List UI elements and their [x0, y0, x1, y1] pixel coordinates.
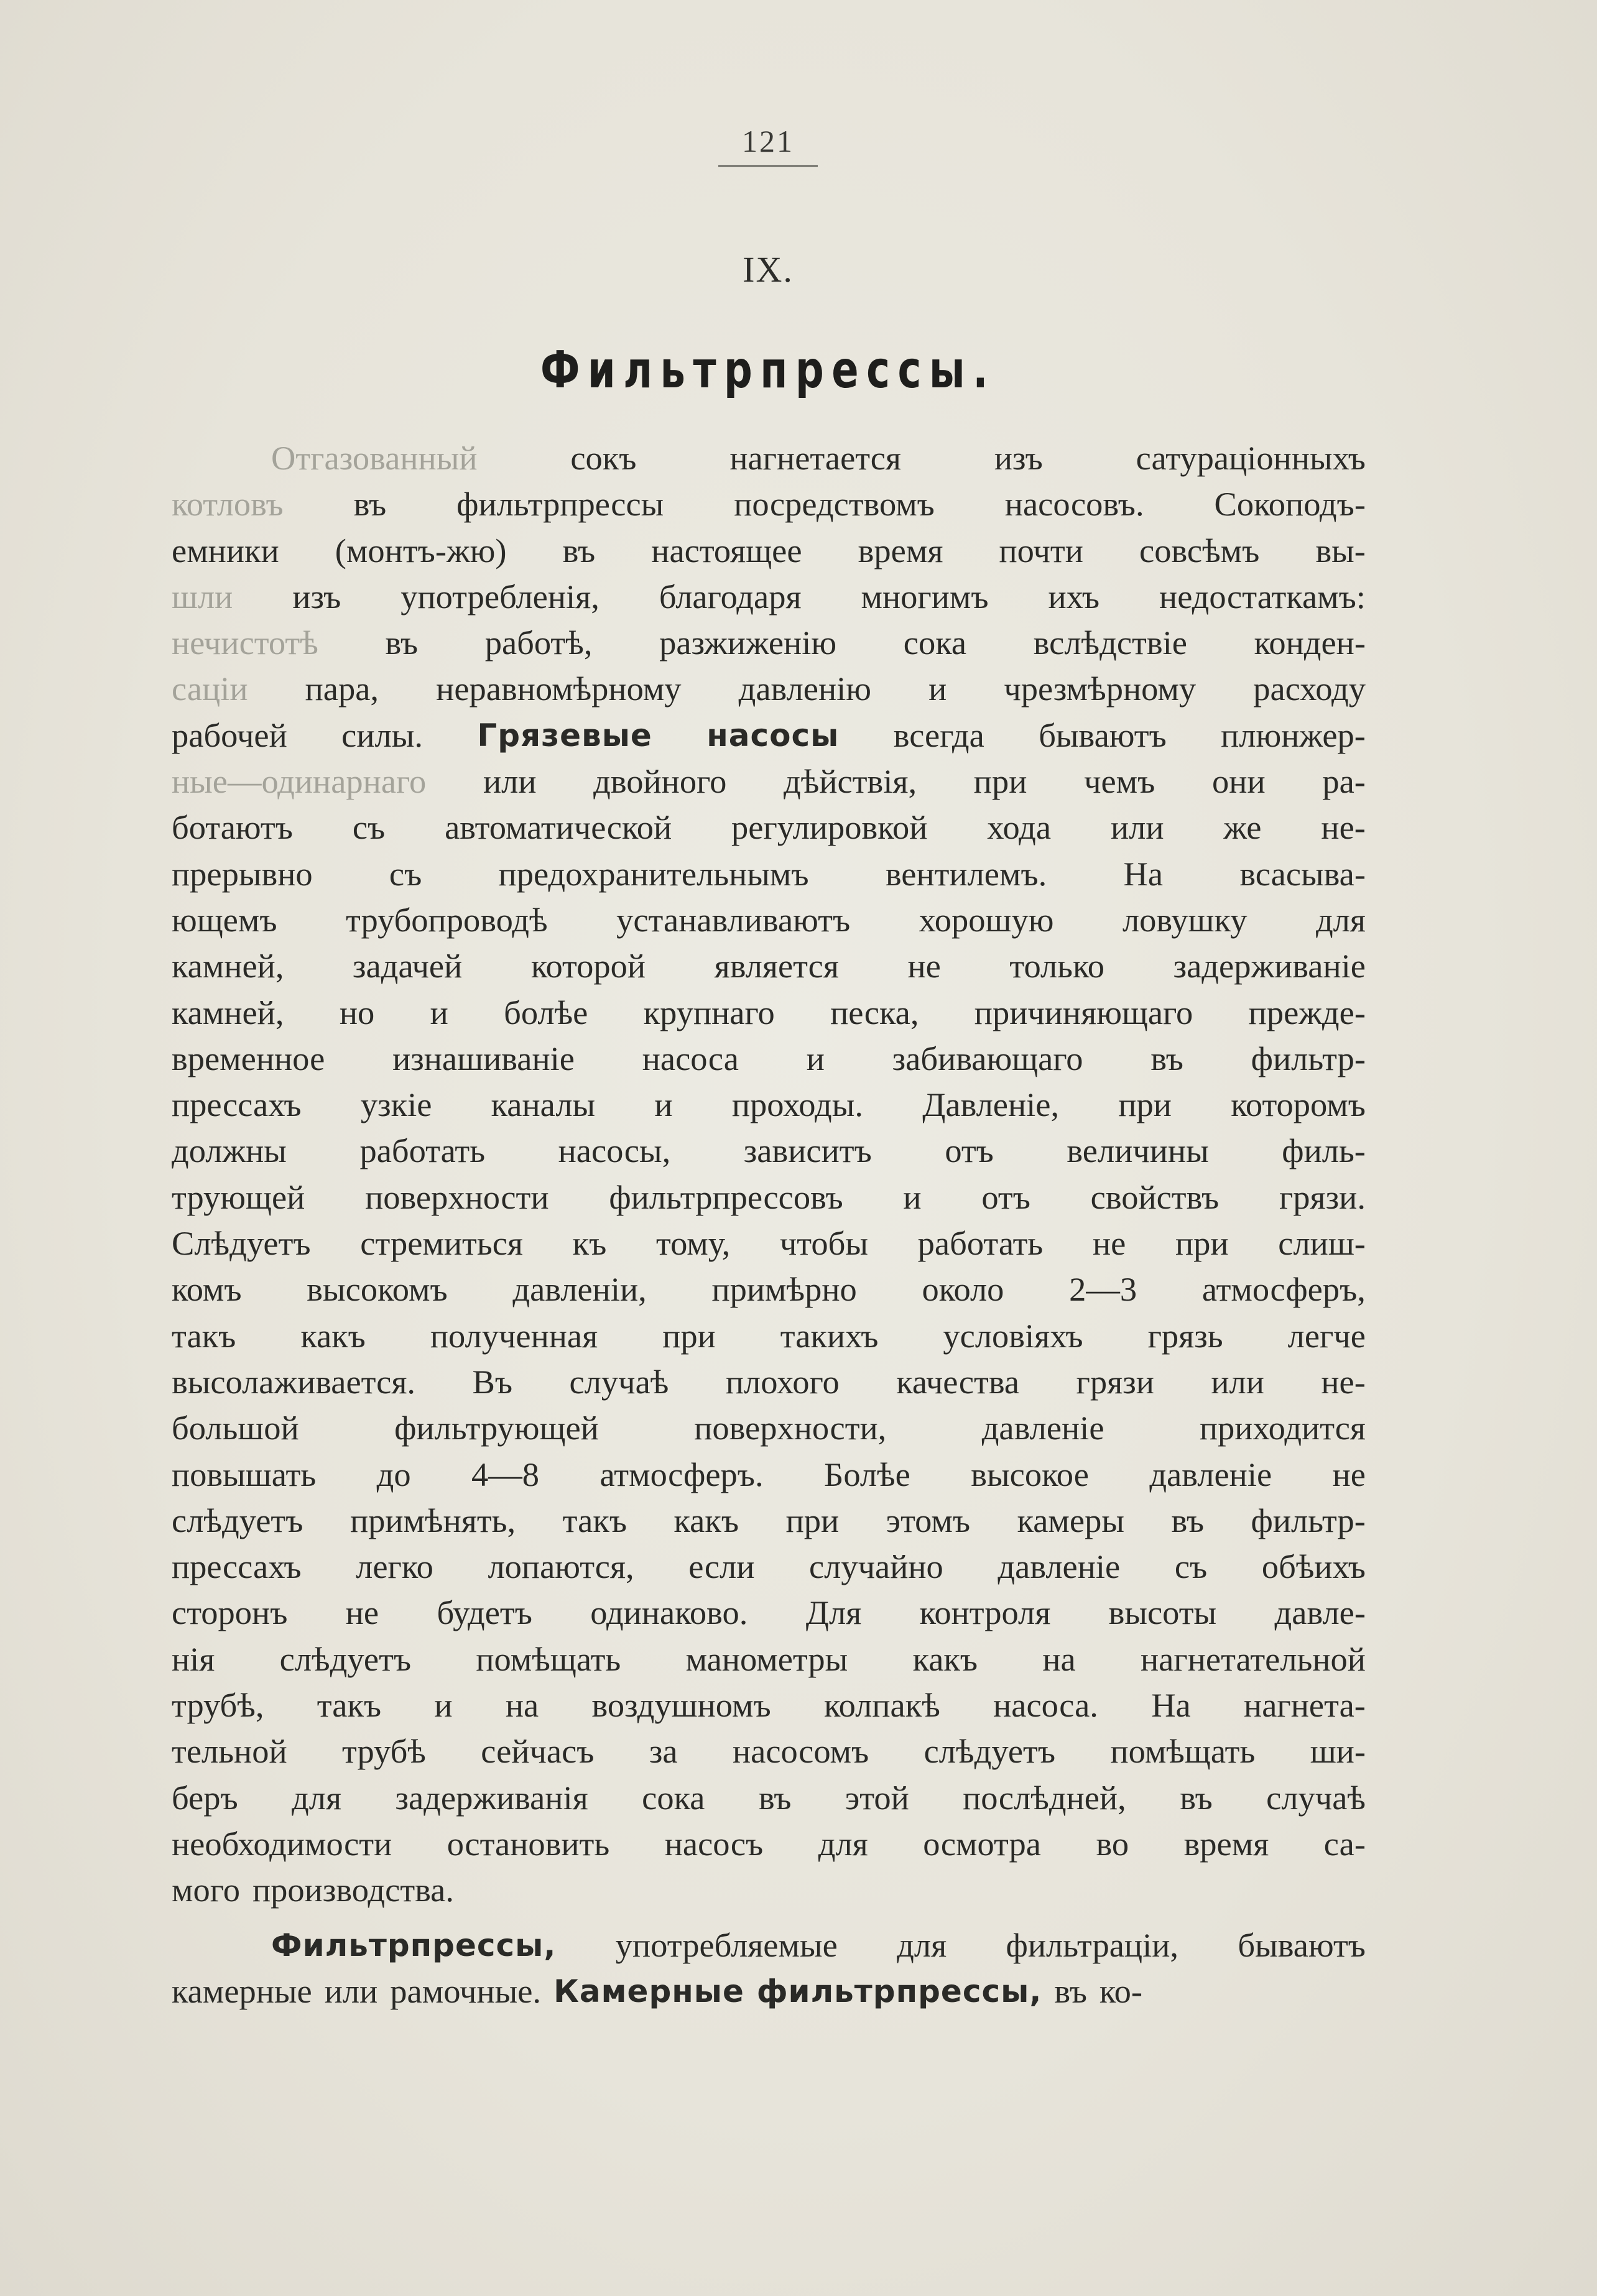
text-line [172, 1821, 1366, 1867]
word: къ [572, 1224, 607, 1263]
word: высокомъ [307, 1270, 448, 1309]
page-number: 121 [742, 124, 794, 159]
word: давле- [1274, 1593, 1366, 1632]
body-text [172, 435, 1366, 2014]
text-line [172, 1968, 1366, 2014]
word: На [1151, 1686, 1191, 1725]
word: насоса. [993, 1686, 1098, 1725]
word: время [858, 531, 943, 569]
word: которомъ [1231, 1086, 1366, 1124]
word: будетъ [437, 1593, 532, 1632]
word: 2—3 [1069, 1270, 1137, 1309]
word: воздушномъ [591, 1686, 771, 1725]
word: пара, [305, 670, 379, 708]
word: въ [1054, 1971, 1087, 2010]
word: забивающаго [892, 1039, 1083, 1077]
word: бываютъ [1039, 716, 1167, 754]
word: и [434, 1686, 453, 1725]
word: тельной [172, 1732, 287, 1771]
word: Давленіе, [922, 1086, 1060, 1124]
word: сатураціонныхъ [1136, 439, 1366, 477]
word: конден- [1254, 624, 1366, 662]
word: бываютъ [1238, 1925, 1366, 1964]
word: въ [1150, 1039, 1183, 1077]
word: и [654, 1086, 673, 1124]
word: регулировкой [731, 808, 928, 847]
word: причиняющаго [974, 993, 1193, 1031]
word: этой [845, 1778, 909, 1817]
text-line [172, 1220, 1366, 1266]
word: для [292, 1778, 342, 1817]
word: прерывно [172, 854, 313, 893]
word: песка, [830, 993, 919, 1031]
word: совсѣмъ [1139, 531, 1260, 569]
word: прежде- [1248, 993, 1366, 1031]
word: работать [359, 1132, 486, 1170]
word: Слѣдуетъ [172, 1224, 311, 1263]
bold-term: Фильтрпрессы, [271, 1927, 557, 1963]
word: осмотра [923, 1824, 1041, 1863]
word: но [339, 993, 375, 1031]
word: помѣщать [1110, 1732, 1256, 1771]
word: отъ [981, 1178, 1030, 1216]
text-line [172, 1082, 1366, 1128]
word: Сокоподъ- [1214, 485, 1366, 523]
bold-term: Камерные [553, 1973, 744, 2009]
word: расходу [1253, 670, 1366, 708]
word: слиш- [1278, 1224, 1366, 1263]
word: фильтрпрессы [456, 485, 664, 523]
word: всасыва- [1239, 854, 1366, 893]
text-line [172, 1636, 1366, 1682]
word: нечистотѣ [172, 624, 318, 662]
word: узкіе [360, 1086, 432, 1124]
text-line [172, 574, 1366, 620]
word: послѣдней, [963, 1778, 1126, 1817]
word: прессахъ [172, 1086, 302, 1124]
word-gap [312, 1968, 325, 2014]
text-line [172, 1498, 1366, 1544]
word: примѣрно [711, 1270, 857, 1309]
word: крупнаго [643, 993, 775, 1031]
text-line [172, 758, 1366, 805]
text-line [172, 1590, 1366, 1636]
word: употребляемые [615, 1925, 838, 1964]
word: фильтр- [1251, 1501, 1366, 1539]
word: всегда [893, 716, 984, 754]
word: за [649, 1732, 678, 1771]
word: такъ [317, 1686, 382, 1725]
text-line [172, 1728, 1366, 1774]
word: въ [562, 531, 596, 569]
word: болѣе [504, 993, 588, 1031]
word: помѣщать [476, 1639, 621, 1678]
word: изнашиваніе [392, 1039, 575, 1077]
word: же [1223, 808, 1262, 847]
word: повышать [172, 1455, 317, 1493]
word: почти [999, 531, 1083, 569]
word: легко [356, 1547, 433, 1586]
text-line [172, 1313, 1366, 1359]
word: не [345, 1593, 379, 1632]
word: проходы. [731, 1086, 863, 1124]
word: фильтраціи, [1006, 1925, 1179, 1964]
word: рабочей [172, 716, 287, 754]
word: свойствъ [1090, 1178, 1220, 1216]
word: разжиженію [659, 624, 837, 662]
word: и [928, 670, 947, 708]
word: при [973, 762, 1027, 801]
text-line [172, 1359, 1366, 1405]
word: величины [1067, 1132, 1209, 1170]
word: трубѣ [342, 1732, 426, 1771]
word: въ [1171, 1501, 1205, 1539]
word: сока [642, 1778, 705, 1817]
word: задерживаніе [1173, 947, 1366, 985]
word: атмосферъ, [1201, 1270, 1366, 1309]
word: высоты [1108, 1593, 1217, 1632]
word: не [1092, 1224, 1126, 1263]
word: работать [917, 1224, 1044, 1263]
word: ловушку [1122, 900, 1248, 939]
text-line [172, 1405, 1366, 1451]
word: производства. [252, 1871, 454, 1909]
text-line [172, 1682, 1366, 1728]
word: чрезмѣрному [1004, 670, 1197, 708]
word-gap [1042, 1968, 1054, 2014]
word: полученная [430, 1316, 598, 1355]
word: случаѣ [1266, 1778, 1366, 1817]
word: давленіе [998, 1547, 1121, 1586]
text-line [172, 1266, 1366, 1312]
word: стремиться [360, 1224, 523, 1263]
paragraph-2 [172, 1922, 1366, 2015]
chapter-number: IX. [743, 249, 794, 290]
word: камеры [1017, 1501, 1124, 1539]
word: котловъ [172, 485, 284, 523]
word: трубѣ, [172, 1686, 264, 1725]
word: съ [352, 808, 386, 847]
text-line [172, 1775, 1366, 1821]
word: только [1009, 947, 1105, 985]
word: или [1110, 808, 1164, 847]
word: комъ [172, 1270, 242, 1309]
word: какъ [674, 1501, 739, 1539]
text-line [172, 990, 1366, 1036]
word: является [714, 947, 839, 985]
word: время [1183, 1824, 1269, 1863]
word: которой [530, 947, 646, 985]
text-line [172, 620, 1366, 666]
word: для [897, 1925, 947, 1964]
word: неравномѣрному [436, 670, 682, 708]
word: приходится [1199, 1409, 1366, 1447]
word: слѣдуетъ [279, 1639, 412, 1678]
word: или [324, 1971, 378, 2010]
word: остановить [447, 1824, 610, 1863]
text-line [172, 805, 1366, 851]
word: при [1118, 1086, 1172, 1124]
text-line [172, 481, 1366, 527]
word: прессахъ [172, 1547, 302, 1586]
word: и [903, 1178, 922, 1216]
word: камней, [172, 993, 284, 1031]
text-line [172, 1452, 1366, 1498]
word: около [922, 1270, 1004, 1309]
word: недостаткамъ: [1159, 577, 1366, 615]
word: употребленія, [400, 577, 599, 615]
word: съ [389, 854, 422, 893]
word: съ [1174, 1547, 1208, 1586]
word: предохранительнымъ [498, 854, 809, 893]
word: сейчасъ [481, 1732, 595, 1771]
word: для [1315, 900, 1366, 939]
word: въ [353, 485, 387, 523]
word: такъ [172, 1316, 236, 1355]
word: поверхности, [694, 1409, 887, 1447]
word: качества [896, 1362, 1020, 1401]
word: грязи. [1279, 1178, 1366, 1216]
word: хода [987, 808, 1052, 847]
word: или [483, 762, 537, 801]
word: не- [1321, 808, 1366, 847]
word: трубопроводѣ [346, 900, 548, 939]
word: въ [1180, 1778, 1213, 1817]
word: нагнета- [1244, 1686, 1366, 1725]
word: грязи [1076, 1362, 1154, 1401]
word: такъ [562, 1501, 627, 1539]
word: насосъ [664, 1824, 764, 1863]
word: двойного [593, 762, 727, 801]
word: давленіе [1149, 1455, 1272, 1493]
text-line [172, 1174, 1366, 1220]
word: во [1096, 1824, 1129, 1863]
word: должны [172, 1132, 287, 1170]
word: насосомъ [732, 1732, 869, 1771]
word: слѣдуетъ [172, 1501, 303, 1539]
word: необходимости [172, 1824, 392, 1863]
text-line [172, 528, 1366, 574]
word: этомъ [886, 1501, 971, 1539]
word: силы. [341, 716, 423, 754]
page-number-rule [718, 165, 818, 167]
word-gap [744, 1968, 757, 2014]
word: ко- [1099, 1971, 1142, 2010]
bold-term: насосы [706, 717, 840, 754]
word: устанавливаютъ [616, 900, 851, 939]
paragraph-1 [172, 435, 1366, 1914]
word: одинаково. [590, 1593, 748, 1632]
text-line [172, 1128, 1366, 1174]
word: въ [385, 624, 419, 662]
text-line [172, 1922, 1366, 1968]
bold-term: фильтрпрессы, [756, 1973, 1042, 2009]
word: не [1332, 1455, 1366, 1493]
word: обѣихъ [1261, 1547, 1366, 1586]
word: атмосферъ. [599, 1455, 764, 1493]
text-line [172, 897, 1366, 943]
word: не- [1321, 1362, 1366, 1401]
word: беръ [172, 1778, 238, 1817]
word: каналы [491, 1086, 596, 1124]
bold-term: Грязевые [477, 717, 652, 754]
word: на [1042, 1639, 1076, 1678]
word: отъ [945, 1132, 994, 1170]
word: саціи [172, 670, 248, 708]
word: работѣ, [484, 624, 593, 662]
word: при [662, 1316, 716, 1355]
word: случаѣ [569, 1362, 669, 1401]
word: до [376, 1455, 411, 1493]
word: сторонъ [172, 1593, 288, 1632]
word: са- [1323, 1824, 1366, 1863]
word: фильтрпрессовъ [609, 1178, 843, 1216]
word: въ [758, 1778, 792, 1817]
word: давленію [738, 670, 871, 708]
word-gap [240, 1867, 252, 1913]
word: вслѣдствіе [1033, 624, 1187, 662]
word: манометры [685, 1639, 848, 1678]
word: хорошую [919, 900, 1054, 939]
word: на [505, 1686, 539, 1725]
word: ихъ [1048, 577, 1100, 615]
word: лопаются, [488, 1547, 634, 1586]
word: какъ [912, 1639, 978, 1678]
word: давленіи, [512, 1270, 647, 1309]
word: ющемъ [172, 900, 277, 939]
word: филь- [1282, 1132, 1366, 1170]
word: На [1123, 854, 1164, 893]
word: трующей [172, 1178, 305, 1216]
word: для [818, 1824, 868, 1863]
text-line [172, 1867, 1366, 1913]
word: настоящее [651, 531, 802, 569]
word: посредствомъ [734, 485, 935, 523]
word: насосовъ. [1004, 485, 1144, 523]
word: условіяхъ [943, 1316, 1083, 1355]
word-gap [377, 1968, 390, 2014]
word: грязь [1147, 1316, 1223, 1355]
word: емники [172, 531, 279, 569]
word: камерные [172, 1971, 312, 2010]
text-line [172, 435, 1366, 481]
word: и [430, 993, 448, 1031]
word-gap [541, 1968, 553, 2014]
word: вы- [1315, 531, 1366, 569]
text-line [172, 851, 1366, 897]
word: плюнжер- [1221, 716, 1366, 754]
word: при [1175, 1224, 1229, 1263]
word: Для [805, 1593, 862, 1632]
word: фильтрующей [394, 1409, 599, 1447]
word: при [785, 1501, 840, 1539]
word: вентилемъ. [885, 854, 1047, 893]
word: большой [172, 1409, 299, 1447]
word: сока [903, 624, 967, 662]
word: изъ [994, 439, 1043, 477]
word: зависитъ [743, 1132, 872, 1170]
word: Въ [472, 1362, 513, 1401]
word: ра- [1322, 762, 1366, 801]
word: дѣйствія, [784, 762, 917, 801]
word: (монтъ-жю) [335, 531, 507, 569]
word: сокъ [570, 439, 637, 477]
word: ные—одинарнаго [172, 762, 427, 801]
word: колпакѣ [823, 1686, 940, 1725]
word: задачей [353, 947, 463, 985]
word: рамочные. [390, 1971, 542, 2010]
paragraph-spacer [172, 1914, 1366, 1922]
word: ботаютъ [172, 808, 293, 847]
word: нія [172, 1639, 215, 1678]
word: автоматической [445, 808, 672, 847]
word: фильтр- [1251, 1039, 1366, 1077]
word: камней, [172, 947, 284, 985]
word: какъ [300, 1316, 366, 1355]
word: легче [1287, 1316, 1366, 1355]
word: ши- [1310, 1732, 1366, 1771]
word: давленіе [981, 1409, 1104, 1447]
text-line [172, 712, 1366, 758]
word: слѣдуетъ [923, 1732, 1056, 1771]
word: насосы, [558, 1132, 671, 1170]
word: примѣнять, [349, 1501, 516, 1539]
word: они [1212, 762, 1266, 801]
word: благодаря [659, 577, 802, 615]
word: если [688, 1547, 755, 1586]
word: задерживанія [395, 1778, 588, 1817]
word: тому, [655, 1224, 731, 1263]
word: не [907, 947, 941, 985]
text-line [172, 1036, 1366, 1082]
word: поверхности [365, 1178, 549, 1216]
text-line [172, 666, 1366, 712]
word: нагнетается [729, 439, 901, 477]
word: или [1211, 1362, 1264, 1401]
word: 4—8 [471, 1455, 540, 1493]
word: мого [172, 1871, 240, 1909]
word: высокое [971, 1455, 1089, 1493]
word: Болѣе [824, 1455, 910, 1493]
text-line [172, 943, 1366, 989]
word: плохого [725, 1362, 840, 1401]
word: Отгазованный [271, 439, 478, 477]
word: контроля [919, 1593, 1051, 1632]
text-line [172, 1544, 1366, 1590]
word: высолаживается. [172, 1362, 416, 1401]
word: многимъ [861, 577, 989, 615]
word: случайно [808, 1547, 943, 1586]
word-gap [1087, 1968, 1099, 2014]
chapter-title: Фильтрпрессы. [540, 341, 996, 400]
word: такихъ [780, 1316, 879, 1355]
word: чемъ [1084, 762, 1155, 801]
word: и [806, 1039, 825, 1077]
word: чтобы [779, 1224, 868, 1263]
word: изъ [292, 577, 341, 615]
word: насоса [642, 1039, 739, 1077]
word: временное [172, 1039, 325, 1077]
word: шли [172, 577, 233, 615]
word: нагнетательной [1141, 1639, 1366, 1678]
